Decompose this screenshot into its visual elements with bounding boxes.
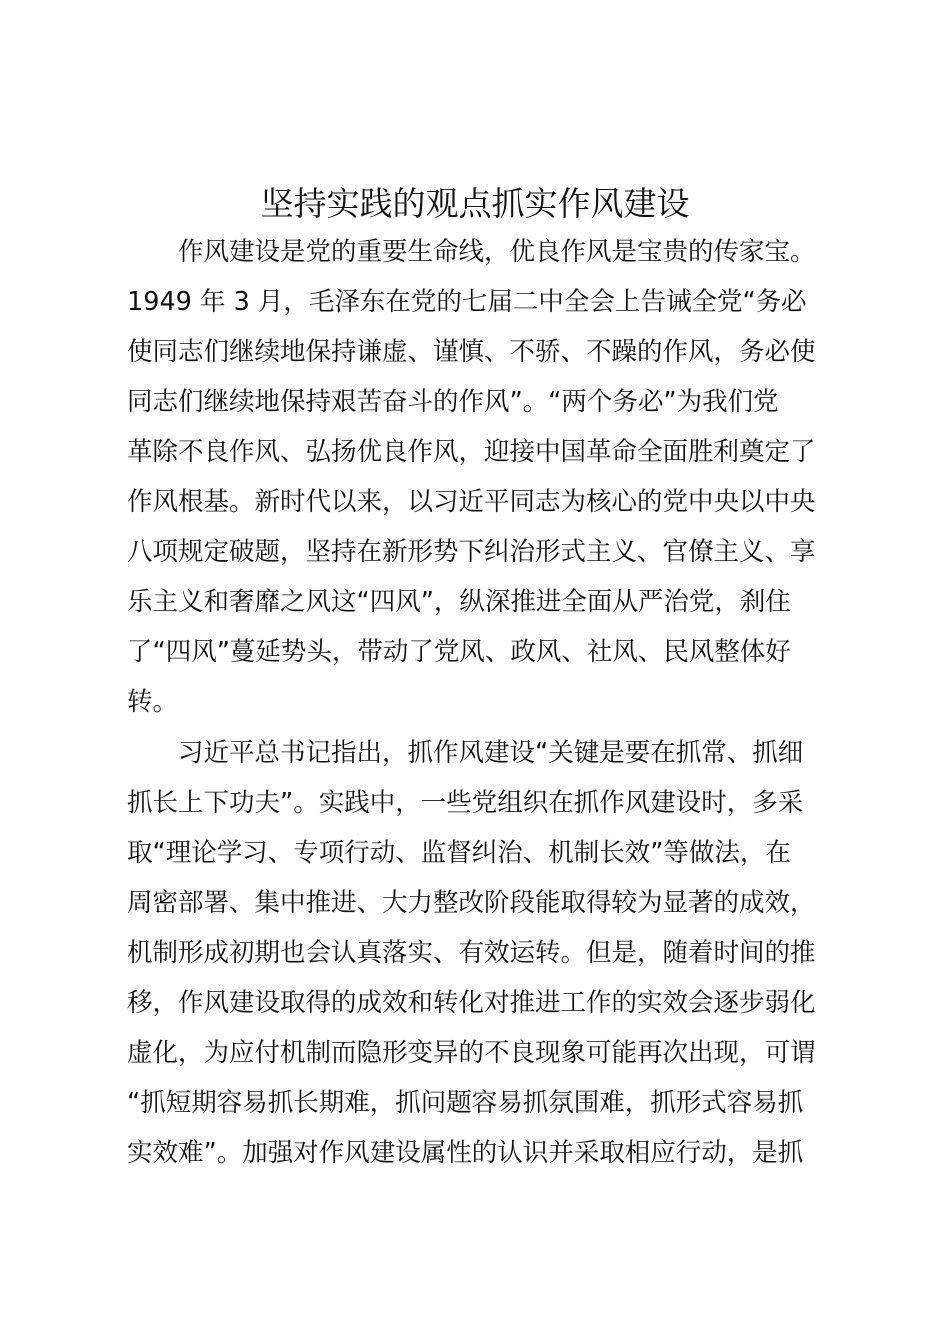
paragraph-1-line-9: 了“四风”蔓延势头，带动了党风、政风、社风、民风整体好 <box>127 637 791 667</box>
paragraph-2-line-5: 机制形成初期也会认真落实、有效运转。但是，随着时间的推 <box>127 938 816 968</box>
paragraph-2-line-7: 虚化，为应付机制而隐形变异的不良现象可能再次出现，可谓 <box>127 1038 816 1068</box>
paragraph-1-line-6: 作风根基。新时代以来，以习近平同志为核心的党中央以中央 <box>127 487 816 517</box>
paragraph-2-line-3: 取“理论学习、专项行动、监督纠治、机制长效”等做法，在 <box>127 838 791 868</box>
paragraph-1-line-10: 转。 <box>127 687 179 717</box>
paragraph-2-line-9: 实效难”。加强对作风建设属性的认识并采取相应行动，是抓 <box>127 1138 804 1168</box>
paragraph-2-line-4: 周密部署、集中推进、大力整改阶段能取得较为显著的成效， <box>127 888 816 918</box>
paragraph-2-line-8: “抓短期容易抓长期难，抓问题容易抓氛围难，抓形式容易抓 <box>127 1088 804 1118</box>
paragraph-2-line-6: 移，作风建设取得的成效和转化对推进工作的实效会逐步弱化 <box>127 988 816 1018</box>
paragraph-1-line-1: 作风建设是党的重要生命线，优良作风是宝贵的传家宝。 <box>178 237 816 267</box>
paragraph-2-line-2: 抓长上下功夫”。实践中，一些党组织在抓作风建设时，多采 <box>127 788 804 818</box>
paragraph-1-line-7: 八项规定破题，坚持在新形势下纠治形式主义、官僚主义、享 <box>127 537 816 567</box>
paragraph-1-line-3: 使同志们继续地保持谦虚、谨慎、不骄、不躁的作风，务必使 <box>127 337 816 367</box>
paragraph-1-line-2: 1949 年 3 月，毛泽东在党的七届二中全会上告诫全党“务必 <box>127 287 807 317</box>
paragraph-1-line-4: 同志们继续地保持艰苦奋斗的作风”。“两个务必”为我们党 <box>127 387 779 417</box>
document-title: 坚持实践的观点抓实作风建设 <box>260 184 690 223</box>
paragraph-2-line-1: 习近平总书记指出，抓作风建设“关键是要在抓常、抓细 <box>178 738 804 768</box>
paragraph-1-line-8: 乐主义和奢靡之风这“四风”，纵深推进全面从严治党，刹住 <box>127 587 791 617</box>
paragraph-1-line-5: 革除不良作风、弘扬优良作风，迎接中国革命全面胜利奠定了 <box>127 437 816 467</box>
